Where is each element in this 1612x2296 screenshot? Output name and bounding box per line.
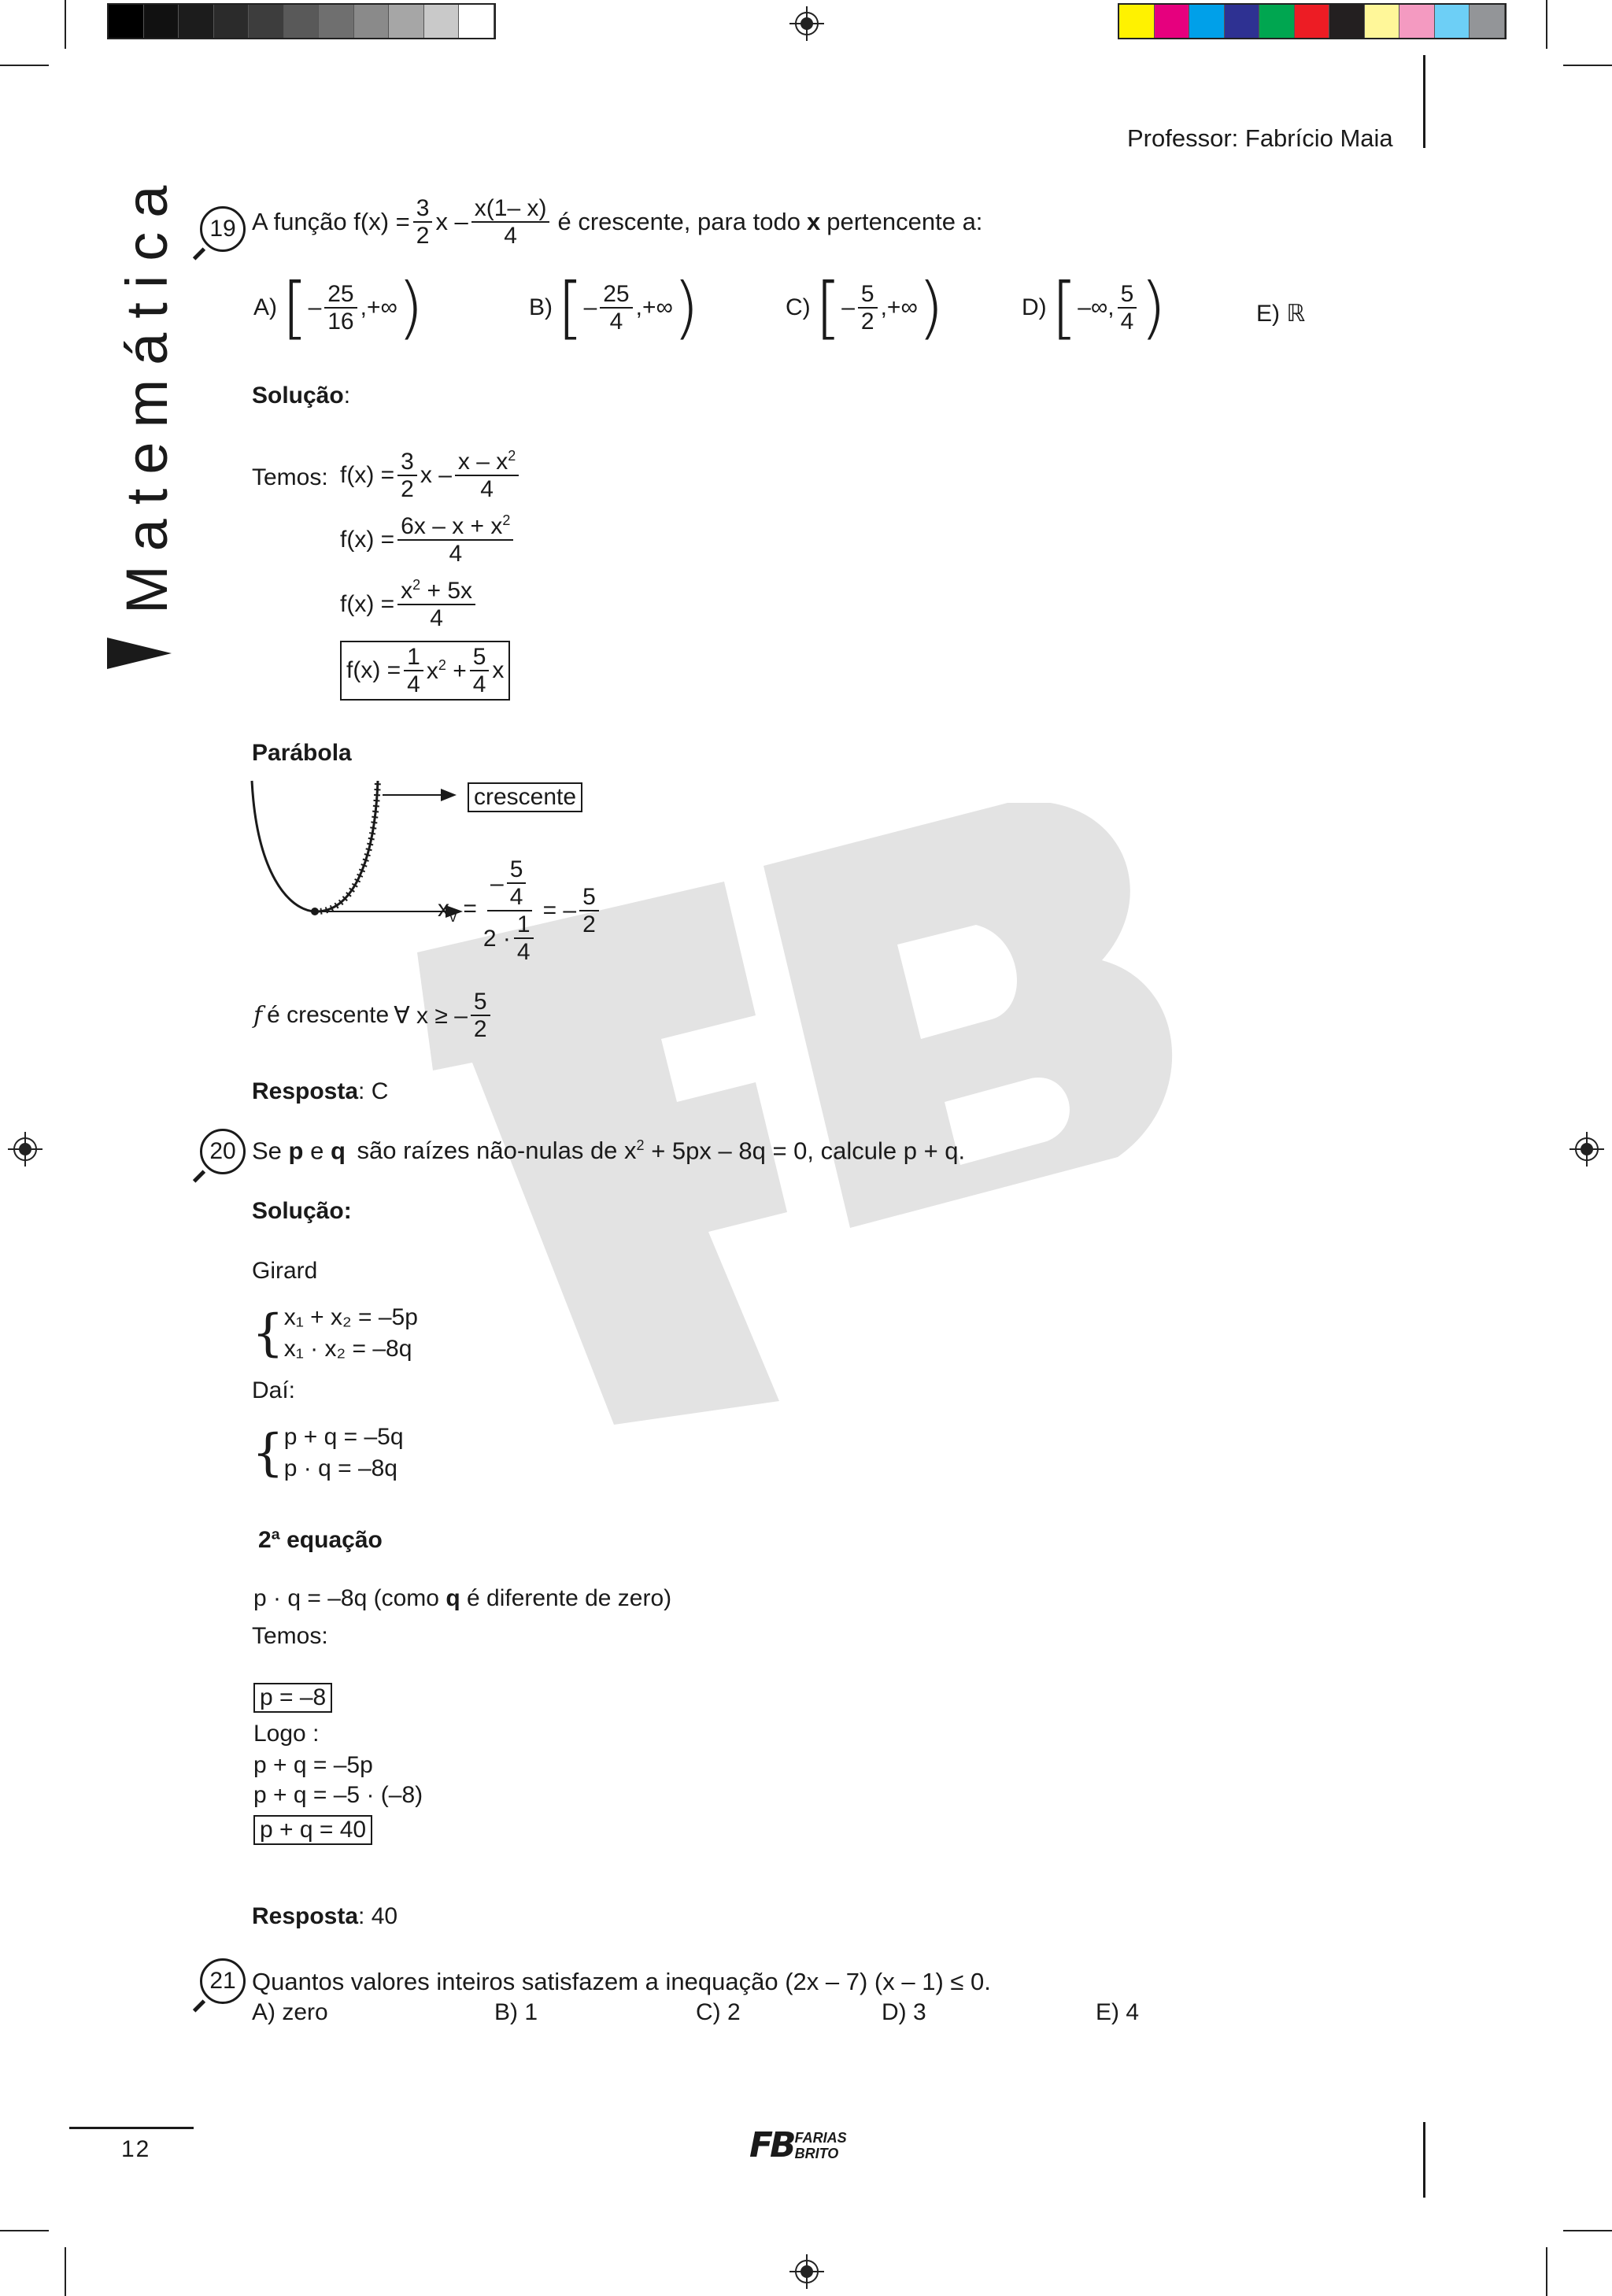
system-2: { p + q = –5q p · q = –8q bbox=[252, 1422, 404, 1484]
color-swatch bbox=[1399, 5, 1435, 38]
q21-option-e[interactable]: E) 4 bbox=[1096, 1999, 1140, 2025]
math-term: – bbox=[841, 294, 855, 320]
farias-brito-logo bbox=[749, 2127, 867, 2165]
answer-label: Resposta bbox=[252, 1078, 359, 1104]
system-1: { x₁ + x₂ = –5p x₁ · x₂ = –8q bbox=[252, 1302, 418, 1365]
var-q: q bbox=[330, 1137, 346, 1165]
dai-label: Daí: bbox=[252, 1377, 296, 1403]
second-equation-label: 2ª equação bbox=[258, 1527, 383, 1553]
parabola-label: Parábola bbox=[252, 740, 352, 766]
option-letter: A) bbox=[253, 294, 277, 320]
math-term: ,+∞ bbox=[880, 294, 918, 320]
eq-sum: p + q = –5q bbox=[283, 1424, 404, 1450]
var-q: q bbox=[446, 1585, 460, 1611]
gray-swatch bbox=[214, 5, 250, 38]
gray-swatch bbox=[144, 5, 179, 38]
option-letter: C) bbox=[786, 294, 811, 320]
calc-line-2: p + q = –5 · (–8) bbox=[253, 1782, 423, 1808]
temos-label: Temos: bbox=[252, 464, 328, 490]
q19-statement bbox=[252, 195, 982, 249]
subject-label: Matemática bbox=[114, 171, 179, 614]
math-term: ,+∞ bbox=[635, 294, 673, 320]
fraction: $\frac{x(1- x)}{4}$ bbox=[471, 195, 550, 249]
q19-var: x bbox=[806, 208, 821, 235]
q19-solution-label: Solução: bbox=[252, 383, 351, 409]
pq-statement bbox=[253, 1587, 671, 1610]
logo-text-bottom: BRITO bbox=[794, 2146, 839, 2161]
gray-swatch bbox=[319, 5, 354, 38]
girard-label: Girard bbox=[252, 1258, 318, 1284]
fraction: $\frac{5}{2}$ bbox=[858, 281, 878, 335]
math-term: – bbox=[583, 294, 597, 320]
q21-option-d[interactable]: D) 3 bbox=[882, 1999, 926, 2025]
q19-conclusion: f é crescente ∀ x ≥ – $\frac{5}{2}$ bbox=[253, 989, 494, 1042]
q19-option-b[interactable] bbox=[529, 268, 700, 347]
color-swatch bbox=[1225, 5, 1260, 38]
logo-mark: FB bbox=[749, 2125, 793, 2165]
gray-swatch bbox=[179, 5, 214, 38]
text: p · q = –8q (como bbox=[253, 1585, 439, 1611]
gray-swatch bbox=[249, 5, 284, 38]
color-swatch bbox=[1155, 5, 1190, 38]
gray-swatch bbox=[284, 5, 320, 38]
color-swatch bbox=[1435, 5, 1470, 38]
eq-sum: x₁ + x₂ = –5p bbox=[283, 1304, 418, 1330]
logo-label: Logo : bbox=[253, 1721, 320, 1747]
color-swatch bbox=[1259, 5, 1295, 38]
bracket: [ bbox=[282, 268, 309, 347]
answer-value: : 40 bbox=[358, 1903, 398, 1929]
color-swatch bbox=[1295, 5, 1330, 38]
logo-text-top: FARIAS bbox=[794, 2130, 847, 2146]
q20-answer bbox=[252, 1905, 397, 1928]
question-number-20: 20 bbox=[200, 1129, 246, 1174]
color-swatch bbox=[1470, 5, 1505, 38]
q19-option-a[interactable] bbox=[253, 268, 424, 347]
color-calibration-bar bbox=[1118, 3, 1507, 39]
question-number-21: 21 bbox=[200, 1958, 246, 2004]
q19-option-c[interactable] bbox=[786, 268, 945, 347]
math-term: x – bbox=[435, 208, 468, 235]
q19-answer bbox=[252, 1080, 388, 1104]
answer-value: : C bbox=[358, 1078, 389, 1104]
question-number-19: 19 bbox=[200, 206, 246, 252]
text: + 5px – 8q = 0, calcule p + q. bbox=[651, 1137, 966, 1165]
crescente-box: crescente bbox=[468, 782, 582, 812]
boxed-result-fx: f(x) = $\frac{1}{4}$ $x^2$ + $\frac{5}{4}$ x bbox=[340, 641, 510, 701]
text: e bbox=[310, 1137, 324, 1165]
math-term: –∞, bbox=[1078, 294, 1115, 320]
paren: ) bbox=[917, 268, 945, 347]
gray-swatch bbox=[389, 5, 424, 38]
arrow-to-crescente-icon bbox=[381, 786, 460, 804]
q21-option-a[interactable]: A) zero bbox=[252, 1999, 328, 2025]
q20-statement: Se p e q são raízes não-nulas de $x^2 + 5px - 8q = 0$, calcule p + q. bbox=[252, 1137, 966, 1165]
answer-label: Resposta bbox=[252, 1903, 359, 1929]
gray-swatch bbox=[424, 5, 460, 38]
q19-option-e[interactable]: E) ℝ bbox=[1256, 301, 1306, 327]
calc-line-1: p + q = –5p bbox=[253, 1752, 373, 1778]
q20-solution-label: Solução: bbox=[252, 1198, 352, 1224]
q19-option-d[interactable] bbox=[1022, 268, 1166, 347]
registration-mark-right bbox=[1569, 1132, 1604, 1166]
paren: ) bbox=[672, 268, 700, 347]
bracket: [ bbox=[1051, 268, 1078, 347]
q21-option-b[interactable]: B) 1 bbox=[494, 1999, 538, 2025]
gray-swatch bbox=[109, 5, 144, 38]
fraction: $\frac{25}{16}$ bbox=[324, 281, 357, 335]
q21-statement: Quantos valores inteiros satisfazem a inequação (2x – 7) (x – 1) ≤ 0. bbox=[252, 1968, 991, 1995]
fraction: $\frac{3}{2}$ bbox=[413, 195, 433, 249]
step-1: f(x) = $\frac{3}{2}$ x – $\frac{x - x^2}{4}$ bbox=[340, 449, 522, 502]
p-value-box: p = –8 bbox=[253, 1683, 332, 1713]
text: são raízes não-nulas de x bbox=[357, 1137, 637, 1165]
fraction: $\frac{25}{4}$ bbox=[600, 281, 632, 335]
option-letter: B) bbox=[529, 294, 553, 320]
gray-swatch bbox=[459, 5, 494, 38]
registration-mark-bottom bbox=[789, 2254, 824, 2289]
eq-product: p · q = –8q bbox=[283, 1455, 397, 1481]
color-swatch bbox=[1189, 5, 1225, 38]
conclusion-text: é crescente bbox=[267, 1002, 390, 1028]
text: é diferente de zero) bbox=[466, 1585, 672, 1611]
grayscale-calibration-bar bbox=[107, 3, 496, 39]
step-3: f(x) = $\frac{x^2 + 5x}{4}$ bbox=[340, 578, 479, 631]
temos-label-2: Temos: bbox=[252, 1623, 328, 1649]
paren: ) bbox=[1140, 268, 1166, 347]
text: Se bbox=[252, 1137, 282, 1165]
color-swatch bbox=[1329, 5, 1365, 38]
q19-suffix2: pertencente a: bbox=[826, 208, 983, 235]
q19-prefix: A função f(x) = bbox=[252, 208, 410, 235]
fraction: $\frac{5}{4}$ bbox=[1118, 281, 1137, 335]
q19-suffix: é crescente, para todo bbox=[557, 208, 800, 235]
var-p: p bbox=[288, 1137, 304, 1165]
color-swatch bbox=[1119, 5, 1155, 38]
eq-product: x₁ · x₂ = –8q bbox=[283, 1336, 412, 1362]
color-swatch bbox=[1365, 5, 1400, 38]
author-name: Professor: Fabrício Maia bbox=[1127, 124, 1393, 152]
bracket: [ bbox=[815, 268, 842, 347]
paren: ) bbox=[397, 268, 424, 347]
footer-rule bbox=[69, 2127, 194, 2129]
option-letter: D) bbox=[1022, 294, 1047, 320]
gray-swatch bbox=[354, 5, 390, 38]
solution-label: Solução bbox=[252, 383, 344, 409]
step-2: f(x) = $\frac{6x - x + x^2}{4}$ bbox=[340, 513, 516, 567]
q21-option-c[interactable]: C) 2 bbox=[696, 1999, 741, 2025]
math-term: – bbox=[308, 294, 322, 320]
bracket: [ bbox=[557, 268, 584, 347]
page-number: 12 bbox=[121, 2136, 151, 2162]
registration-mark-top bbox=[789, 6, 824, 41]
sidebar-arrow-icon bbox=[107, 638, 172, 669]
registration-mark-left bbox=[8, 1132, 43, 1166]
footer-right-rule bbox=[1423, 2122, 1425, 2198]
math-term: ,+∞ bbox=[360, 294, 397, 320]
header-rule bbox=[1423, 55, 1425, 148]
final-sum-box: p + q = 40 bbox=[253, 1815, 372, 1845]
vertex-formula: $x_v$ = – $\frac{5}{4}$ 2 · $\frac{1}{4}$ = – $\frac{5}{2}$ bbox=[438, 856, 602, 965]
